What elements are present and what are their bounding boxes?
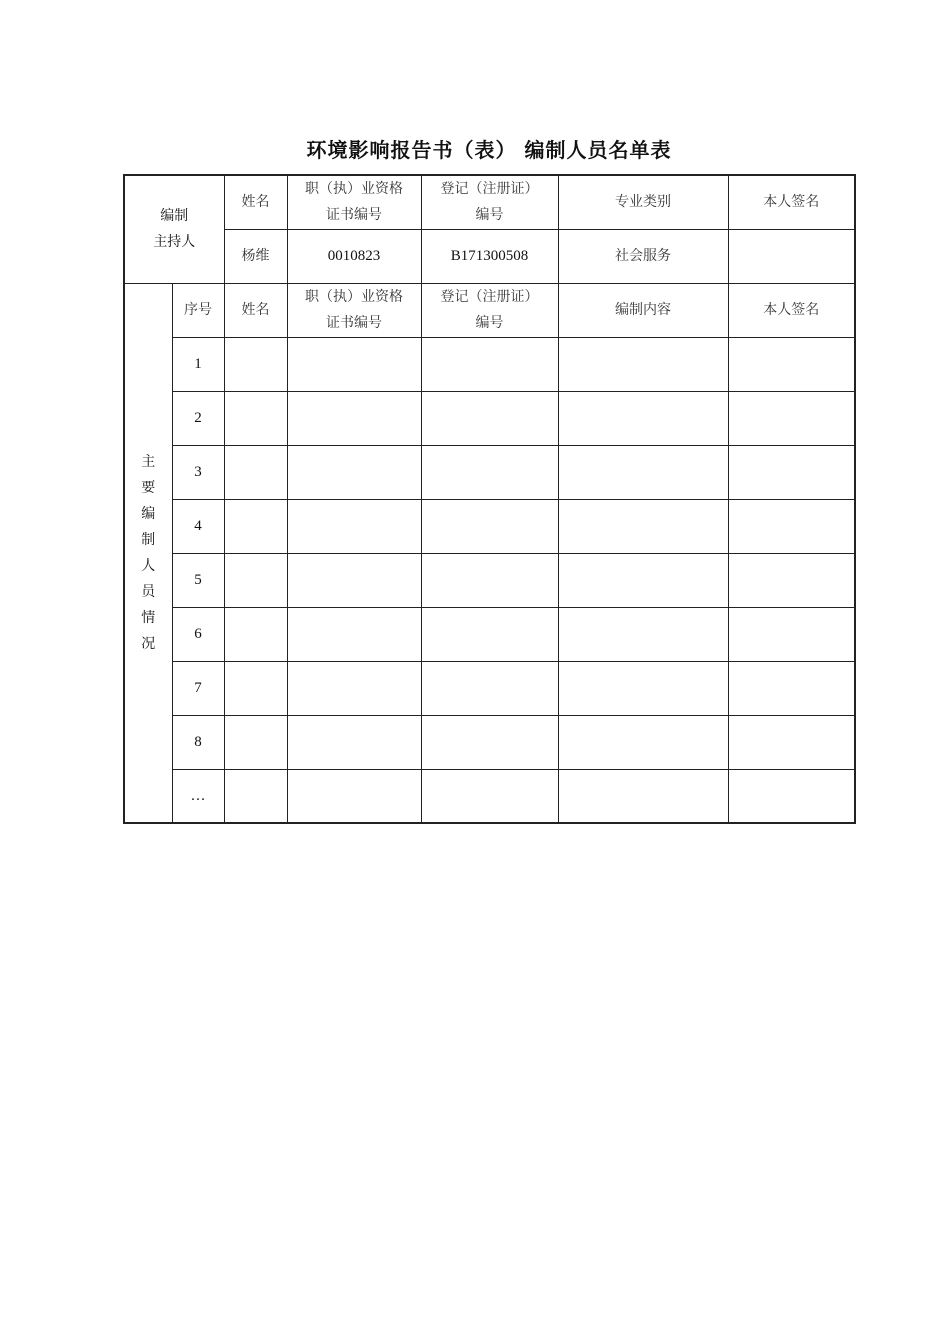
staff-seq-header: 序号 [172,283,224,337]
row-signature-cell[interactable] [728,337,855,391]
row-content-cell[interactable] [558,661,728,715]
row-name-cell[interactable] [224,553,287,607]
row-name-cell[interactable] [224,715,287,769]
row-signature-cell[interactable] [728,607,855,661]
row-content-cell[interactable] [558,337,728,391]
table-row [124,391,855,445]
row-cert-cell[interactable] [287,661,421,715]
row-seq: 8 [172,715,224,769]
row-name-cell[interactable] [224,607,287,661]
staff-cert-header-line2: 证书编号 [326,315,382,331]
staff-reg-header [421,283,558,337]
side-label-char: 编 [141,505,156,522]
row-cert-cell[interactable] [287,553,421,607]
row-seq: 5 [172,553,224,607]
host-reg-header-line1: 登记（注册证） [440,181,539,198]
host-data-row [124,229,855,283]
host-reg-header-line2: 编号 [475,207,504,224]
row-cert-cell[interactable] [287,391,421,445]
row-reg-cell[interactable] [421,553,558,607]
row-cert-cell[interactable] [287,607,421,661]
staff-reg-header-line2: 编号 [475,315,504,331]
host-label-line2: 主持人 [153,234,196,251]
staff-side-label [124,283,172,823]
table-row [124,715,855,769]
staff-name-header: 姓名 [224,283,287,337]
host-signature-value [728,229,855,283]
side-label-char: 人 [141,557,156,574]
row-content-cell[interactable] [558,499,728,553]
staff-reg-header-line1: 登记（注册证） [440,289,539,305]
table-row [124,445,855,499]
host-reg-value: B171300508 [421,229,558,283]
host-category-value: 社会服务 [558,229,728,283]
row-signature-cell[interactable] [728,661,855,715]
row-signature-cell[interactable] [728,499,855,553]
row-reg-cell[interactable] [421,445,558,499]
row-reg-cell[interactable] [421,661,558,715]
table-row [124,337,855,391]
row-seq: 2 [172,391,224,445]
staff-content-header: 编制内容 [558,283,728,337]
row-seq: 6 [172,607,224,661]
row-reg-cell[interactable] [421,391,558,445]
host-header-row [124,175,855,229]
staff-header-row [124,283,855,337]
host-label-line1: 编制 [160,208,189,225]
row-signature-cell[interactable] [728,445,855,499]
host-cert-header-line2: 证书编号 [326,207,382,224]
host-reg-header [421,175,558,229]
row-name-cell[interactable] [224,445,287,499]
row-content-cell[interactable] [558,715,728,769]
row-signature-cell[interactable] [728,553,855,607]
row-name-cell[interactable] [224,769,287,823]
host-category-header: 专业类别 [558,175,728,229]
row-signature-cell[interactable] [728,715,855,769]
row-seq: 4 [172,499,224,553]
row-cert-cell[interactable] [287,715,421,769]
row-content-cell[interactable] [558,769,728,823]
row-name-cell[interactable] [224,391,287,445]
staff-cert-header-line1: 职（执）业资格 [305,289,403,305]
row-cert-cell[interactable] [287,769,421,823]
side-label-char: 员 [141,583,156,600]
side-label-char: 况 [141,635,156,652]
row-content-cell[interactable] [558,607,728,661]
row-reg-cell[interactable] [421,715,558,769]
row-name-cell[interactable] [224,499,287,553]
row-signature-cell[interactable] [728,391,855,445]
side-label-char: 要 [141,479,156,496]
side-label-char: 主 [141,453,156,470]
table-row [124,553,855,607]
row-reg-cell[interactable] [421,769,558,823]
table-row [124,769,855,823]
row-seq: 7 [172,661,224,715]
row-seq: 1 [172,337,224,391]
host-cert-header [287,175,421,229]
row-reg-cell[interactable] [421,337,558,391]
row-content-cell[interactable] [558,391,728,445]
roster-table [123,174,856,824]
table-row [124,661,855,715]
row-name-cell[interactable] [224,661,287,715]
host-name-header: 姓名 [224,175,287,229]
side-label-char: 制 [141,531,156,548]
side-label-char: 情 [141,609,156,626]
staff-signature-header: 本人签名 [728,283,855,337]
row-seq: 3 [172,445,224,499]
row-cert-cell[interactable] [287,445,421,499]
row-content-cell[interactable] [558,553,728,607]
host-signature-header: 本人签名 [728,175,855,229]
row-reg-cell[interactable] [421,607,558,661]
row-name-cell[interactable] [224,337,287,391]
host-label-cell [124,175,224,283]
staff-cert-header [287,283,421,337]
host-name-value: 杨维 [224,229,287,283]
table-row [124,607,855,661]
row-signature-cell[interactable] [728,769,855,823]
row-cert-cell[interactable] [287,337,421,391]
table-row [124,499,855,553]
page-title: 环境影响报告书（表） 编制人员名单表 [306,138,672,162]
row-seq: … [172,769,224,823]
row-reg-cell[interactable] [421,499,558,553]
host-cert-value: 0010823 [287,229,421,283]
host-cert-header-line1: 职（执）业资格 [305,181,403,198]
row-cert-cell[interactable] [287,499,421,553]
row-content-cell[interactable] [558,445,728,499]
